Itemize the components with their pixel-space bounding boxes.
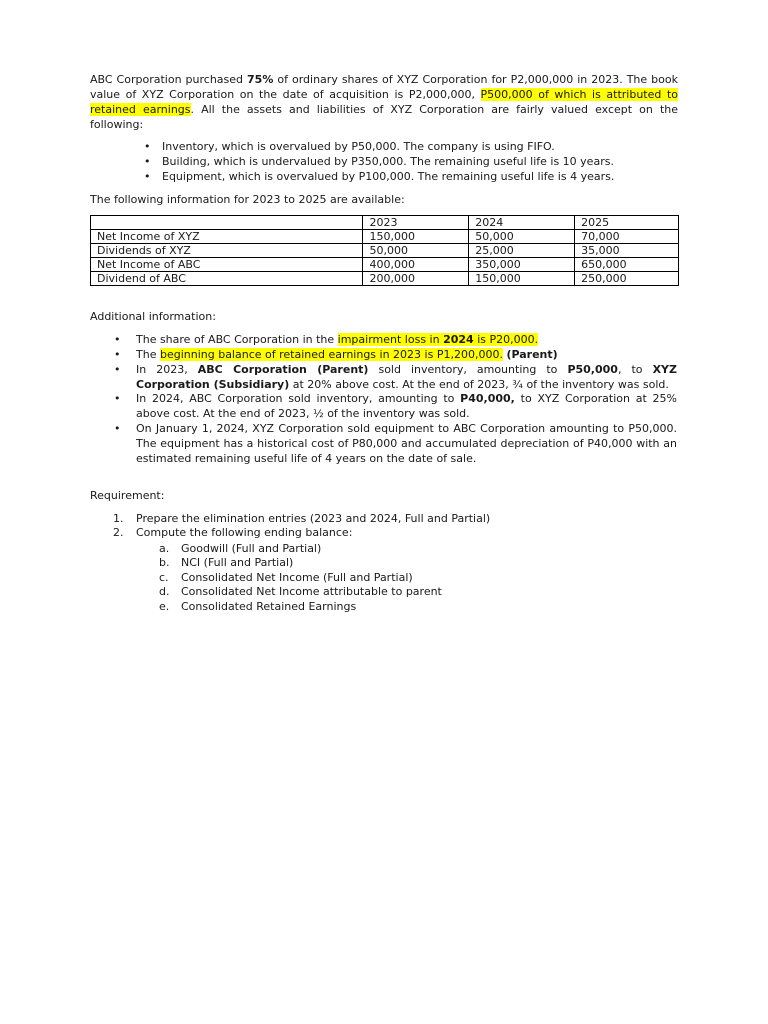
table-cell: 70,000 [575,230,679,244]
table-cell: Dividends of XYZ [91,244,363,258]
list-item: • In 2023, ABC Corporation (Parent) sold inventory, amounting to P50,000, to XYZ Corporation (Subsidiary) at 20% above cost. At the end of 2023, ¾ of the inventory was sold. [136,362,677,392]
list-item: • Equipment, which is overvalued by P100,000. The remaining useful life is 4 years. [162,169,614,184]
table-cell [91,216,363,230]
highlight-beginning-balance: beginning balance of retained earnings in 2023 is P1,200,000. [159,348,503,361]
table-cell: 200,000 [363,272,469,286]
list-item: Goodwill (Full and Partial) [181,542,322,555]
table-cell: 150,000 [469,272,575,286]
table-cell: 2024 [469,216,575,230]
list-number: 1. [113,512,124,525]
list-letter: d. [159,585,170,598]
table-cell: 350,000 [469,258,575,272]
table-row [91,258,679,272]
table-cell: 150,000 [363,230,469,244]
highlight-impairment: impairment loss in 2024 is P20,000. [337,333,539,346]
list-item: Consolidated Retained Earnings [181,600,357,613]
list-item: NCI (Full and Partial) [181,556,294,569]
table-row [91,244,679,258]
list-item: • The share of ABC Corporation in the impairment loss in 2024 is P20,000. [136,332,677,347]
ownership-percent: 75% [247,73,274,86]
table-cell: 650,000 [575,258,679,272]
financial-table [90,215,679,286]
highlight-retained-earnings: P500,000 of which is attributed to retained earnings [90,88,678,116]
section-heading: Additional information: [90,310,216,323]
table-cell: Net Income of ABC [91,258,363,272]
list-item: • Building, which is undervalued by P350,000. The remaining useful life is 10 years. [162,154,614,169]
list-item: Consolidated Net Income (Full and Partial) [181,571,413,584]
table-cell: 400,000 [363,258,469,272]
table-cell: 2025 [575,216,679,230]
table-cell: 25,000 [469,244,575,258]
list-item: • On January 1, 2024, XYZ Corporation sold equipment to ABC Corporation amounting to P50,000. The equipment has a historical cost of P80,000 and accumulated depreciation of P40,000 with an estimated remaining useful life of 4 years on the date of sale. [136,421,677,466]
list-letter: a. [159,542,170,555]
list-item: Compute the following ending balance: [136,526,353,539]
table-cell: 250,000 [575,272,679,286]
table-cell: 50,000 [469,230,575,244]
list-item: • In 2024, ABC Corporation sold inventory, amounting to P40,000, to XYZ Corporation at 25% above cost. At the end of 2023, ½ of the inventory was sold. [136,391,677,421]
table-header-row [91,216,679,230]
table-row [91,272,679,286]
list-letter: b. [159,556,170,569]
list-item: • The beginning balance of retained earnings in 2023 is P1,200,000. (Parent) [136,347,677,362]
list-letter: e. [159,600,170,613]
list-item: Consolidated Net Income attributable to parent [181,585,442,598]
table-cell: 50,000 [363,244,469,258]
table-cell: Dividend of ABC [91,272,363,286]
table-cell: Net Income of XYZ [91,230,363,244]
intro-paragraph: ABC Corporation purchased 75% of ordinary shares of XYZ Corporation for P2,000,000 in 2023. The book value of XYZ Corporation on the date of acquisition is P2,000,000, P500,000 of which is attributed to retained earnings. All the assets and liabilities of XYZ Corporation are fairly valued except on the following: [90,73,679,131]
section-heading: Requirement: [90,489,165,502]
list-item: Prepare the elimination entries (2023 and 2024, Full and Partial) [136,512,491,525]
list-number: 2. [113,526,124,539]
table-cell: 35,000 [575,244,679,258]
table-row [91,230,679,244]
table-intro: The following information for 2023 to 2025 are available: [90,193,405,206]
list-letter: c. [159,571,169,584]
list-item: • Inventory, which is overvalued by P50,000. The company is using FIFO. [162,139,555,154]
table-cell: 2023 [363,216,469,230]
